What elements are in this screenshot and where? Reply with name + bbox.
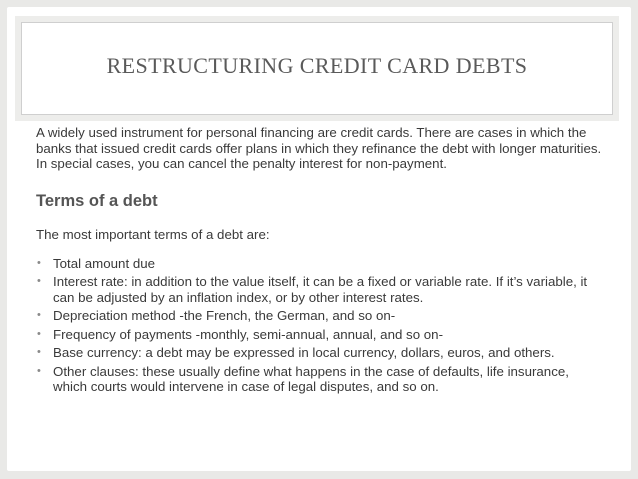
bullet-icon: •	[37, 327, 41, 340]
bullet-item	[36, 308, 602, 324]
bullet-icon: •	[37, 364, 41, 377]
bullet-item	[36, 345, 602, 361]
bullet-text: Frequency of payments -monthly, semi-annual, annual, and so on-	[53, 326, 444, 342]
intro-paragraph: A widely used instrument for personal financing are credit cards. There are cases in which the banks that issued credit cards offer plans in which they refinance the debt with longer maturities. In special cases, you can cancel the penalty interest for non-payment.	[36, 125, 602, 172]
bullet-item	[36, 327, 602, 343]
bullet-item	[36, 274, 602, 305]
bullet-text: Total amount due	[53, 255, 156, 271]
bullet-text: Depreciation method -the French, the German, and so on-	[53, 308, 396, 324]
bullet-icon: •	[37, 256, 41, 269]
lead-text: The most important terms of a debt are:	[36, 226, 270, 242]
bullet-item	[36, 364, 602, 395]
bullet-icon: •	[37, 346, 41, 359]
bullet-item	[36, 256, 602, 272]
title-box	[21, 22, 613, 115]
bullet-icon: •	[37, 309, 41, 322]
bullet-text: Interest rate: in addition to the value itself, it can be a fixed or variable rate. If it’s variable, it can be adjusted by an inflation index, or by other interest rates.	[53, 274, 588, 305]
slide-content	[36, 125, 602, 398]
slide-title: RESTRUCTURING CREDIT CARD DEBTS	[106, 53, 528, 78]
bullet-icon: •	[37, 275, 41, 288]
bullet-list	[36, 256, 602, 395]
section-heading: Terms of a debt	[36, 191, 158, 210]
bullet-text: Base currency: a debt may be expressed in local currency, dollars, euros, and others.	[53, 345, 555, 361]
bullet-text: Other clauses: these usually define what happens in the case of defaults, life insurance, which courts would intervene in case of legal disputes, and so on.	[53, 363, 569, 395]
